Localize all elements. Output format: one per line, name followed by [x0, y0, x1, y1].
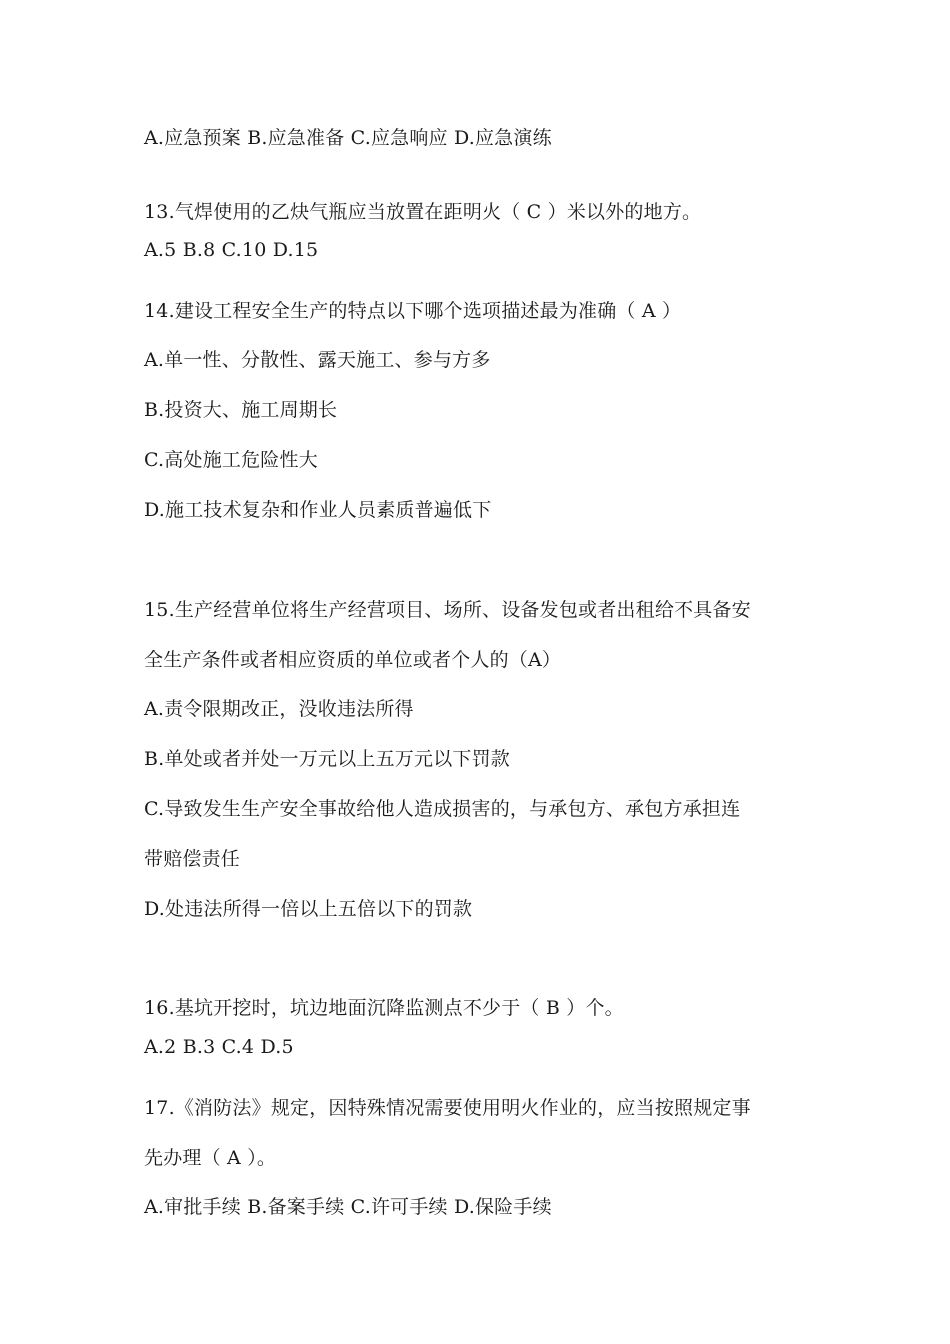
q16-question: 16.基坑开挖时，坑边地面沉降监测点不少于（ B ）个。	[144, 997, 624, 1019]
q16-options: A.2 B.3 C.4 D.5	[144, 1036, 294, 1058]
q14-option-d: D.施工技术复杂和作业人员素质普遍低下	[144, 499, 492, 521]
q17-options: A.审批手续 B.备案手续 C.许可手续 D.保险手续	[144, 1196, 552, 1218]
q17-question-line2: 先办理（ A ）。	[144, 1147, 277, 1169]
q15-question-line2: 全生产条件或者相应资质的单位或者个人的（A）	[144, 649, 562, 671]
q14-option-a: A.单一性、分散性、露天施工、参与方多	[144, 349, 491, 371]
q15-option-c-line1: C.导致发生生产安全事故给他人造成损害的，与承包方、承包方承担连	[144, 798, 741, 820]
q17-question-line1: 17.《消防法》规定，因特殊情况需要使用明火作业的，应当按照规定事	[144, 1097, 751, 1119]
q13-question: 13.气焊使用的乙炔气瓶应当放置在距明火（ C ）米以外的地方。	[144, 201, 702, 223]
q12-options: A.应急预案 B.应急准备 C.应急响应 D.应急演练	[144, 127, 552, 149]
q15-question-line1: 15.生产经营单位将生产经营项目、场所、设备发包或者出租给不具备安	[144, 599, 751, 621]
q15-option-c-line2: 带赔偿责任	[144, 848, 241, 870]
q15-option-d: D.处违法所得一倍以上五倍以下的罚款	[144, 898, 473, 920]
q13-options: A.5 B.8 C.10 D.15	[144, 239, 319, 261]
q14-option-b: B.投资大、施工周期长	[144, 399, 338, 421]
q15-option-b: B.单处或者并处一万元以上五万元以下罚款	[144, 748, 511, 770]
q15-option-a: A.责令限期改正，没收违法所得	[144, 698, 414, 720]
q14-option-c: C.高处施工危险性大	[144, 449, 318, 471]
q14-question: 14.建设工程安全生产的特点以下哪个选项描述最为准确（ A ）	[144, 300, 682, 322]
